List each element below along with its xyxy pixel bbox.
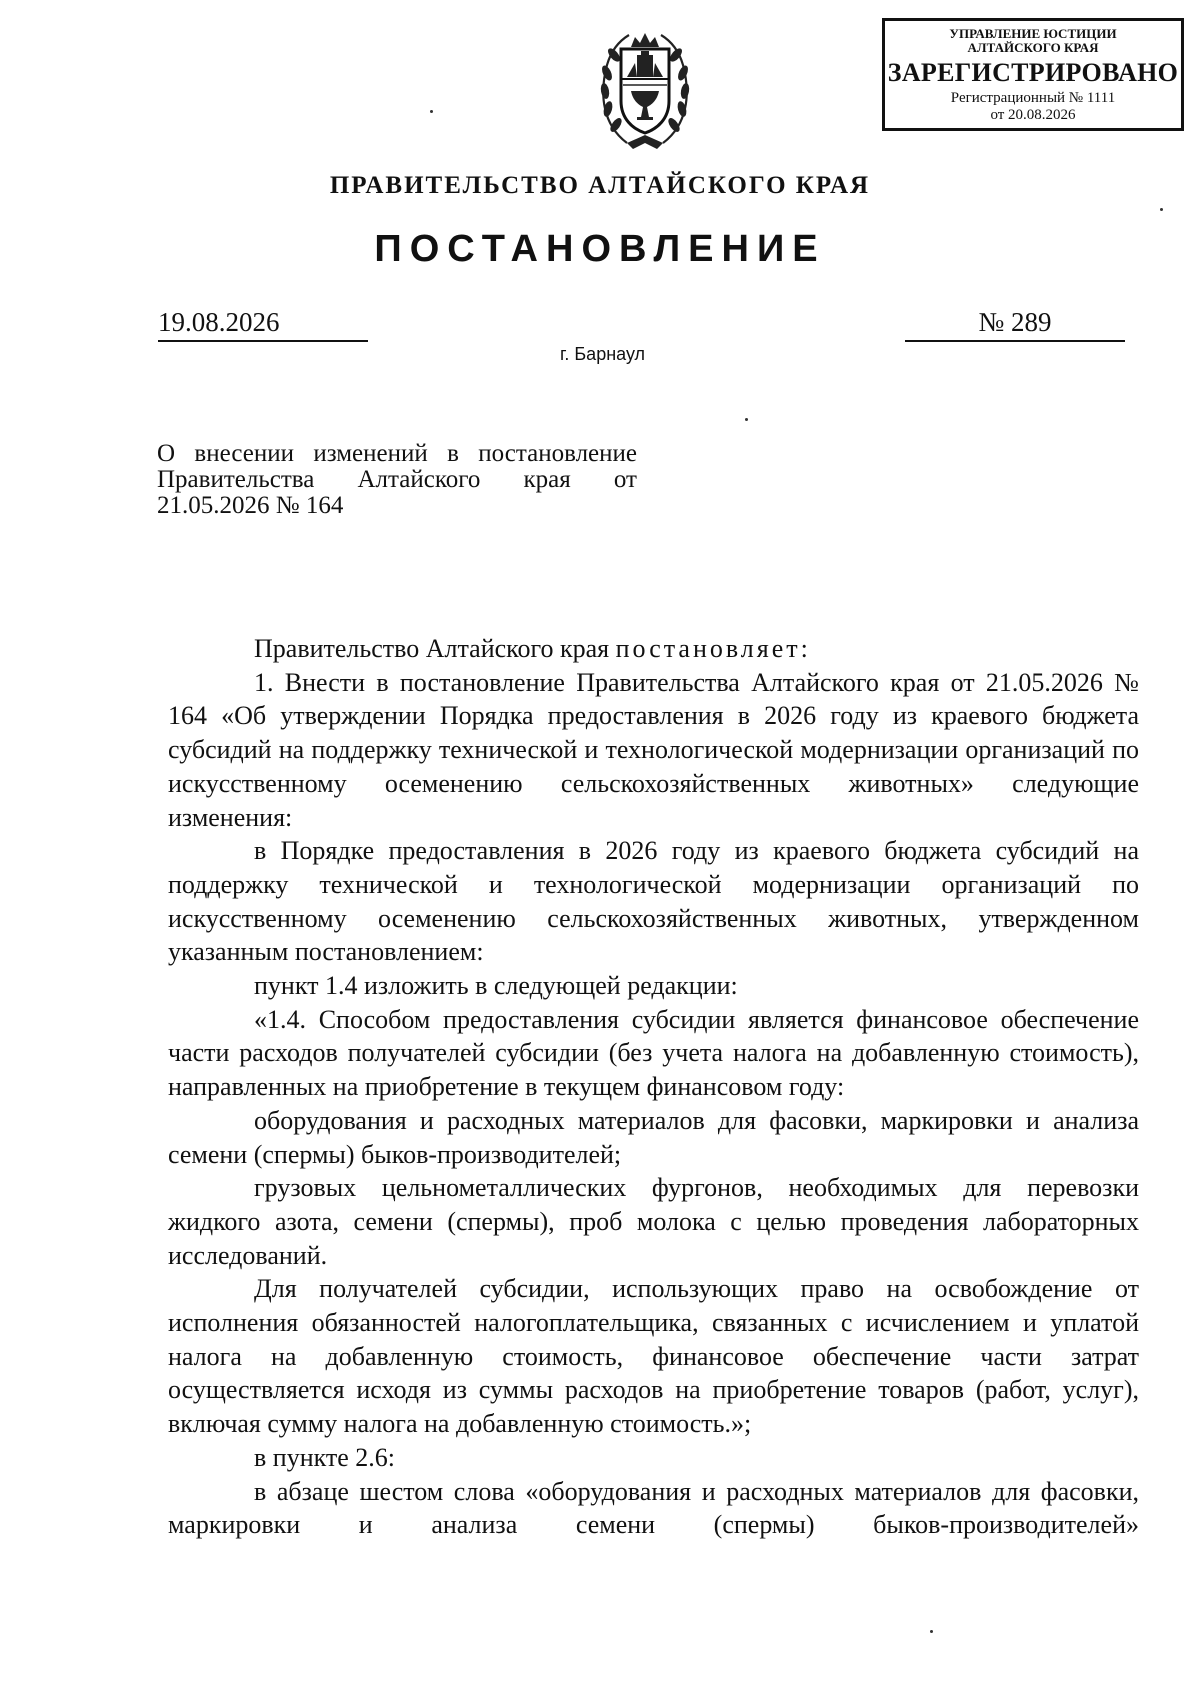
government-title: ПРАВИТЕЛЬСТВО АЛТАЙСКОГО КРАЯ [329, 172, 871, 199]
registration-stamp [882, 18, 1184, 131]
document-date: 19.08.2026 [158, 307, 368, 342]
preamble [168, 632, 1139, 666]
stamp-status: ЗАРЕГИСТРИРОВАНО [887, 58, 1179, 87]
document-subject: О внесении изменений в постановление Правительства Алтайского края от 21.05.2026 № 164 [157, 440, 637, 519]
scan-speck [745, 418, 748, 421]
scan-speck [430, 110, 433, 113]
document-number: № 289 [905, 307, 1125, 342]
paragraph: пункт 1.4 изложить в следующей редакции: [254, 971, 738, 1001]
paragraph: в пункте 2.6: [254, 1442, 396, 1472]
scan-speck [930, 1630, 933, 1633]
document-city: г. Барнаул [560, 344, 646, 364]
paragraph: в Порядке предоставления в 2026 году из краевого бюджета субсидий на поддержку технической и технологической модернизации организаций по искусственному осеменению сельскохозяйственных животных, утвержденном указанным постановлением: [168, 836, 1139, 967]
paragraph: 1. Внести в постановление Правительства Алтайского края от 21.05.2026 № 164 «Об утверждении Порядка предоставления в 2026 году из краевого бюджета субсидий на поддержку технической и технологической модернизации организаций по искусственному осеменению сельскохозяйственных животных» следующие изменения: [168, 667, 1139, 832]
preamble-suffix: : [800, 634, 808, 663]
altai-krai-coat-of-arms-icon [597, 25, 693, 151]
stamp-authority-line1: УПРАВЛЕНИЕ ЮСТИЦИИ [949, 26, 1117, 41]
stamp-reg-number: Регистрационный № 1111 [950, 90, 1116, 106]
paragraph: грузовых цельнометаллических фургонов, необходимых для перевозки жидкого азота, семени (спермы), проб молока с целью проведения лабораторных исследований. [168, 1173, 1139, 1270]
preamble-verb: постановляет [615, 634, 801, 663]
stamp-reg-date: от 20.08.2026 [990, 107, 1076, 123]
paragraph: оборудования и расходных материалов для фасовки, маркировки и анализа семени (спермы) быков-производителей; [168, 1105, 1139, 1169]
stamp-authority-line2: АЛТАЙСКОГО КРАЯ [967, 40, 1099, 55]
preamble-prefix: Правительство Алтайского края [254, 634, 616, 663]
paragraph: Для получателей субсидии, использующих право на освобождение от исполнения обязанностей налогоплательщика, связанных с исчислением и уплатой налога на добавленную стоимость, финансовое обеспечение части затрат осуществляется исходя из суммы расходов на приобретение товаров (работ, услуг), включая сумму налога на добавленную стоимость.»; [168, 1274, 1139, 1439]
scan-speck [1160, 208, 1163, 211]
paragraph: «1.4. Способом предоставления субсидии является финансовое обеспечение части расходов получателей субсидии (без учета налога на добавленную стоимость), направленных на приобретение в текущем финансовом году: [168, 1004, 1139, 1102]
document-type: ПОСТАНОВЛЕНИЕ [374, 228, 826, 270]
document-body [168, 632, 1139, 1542]
paragraph: в абзаце шестом слова «оборудования и расходных материалов для фасовки, маркировки и анализа семени (спермы) быков-производителей» [168, 1476, 1139, 1540]
